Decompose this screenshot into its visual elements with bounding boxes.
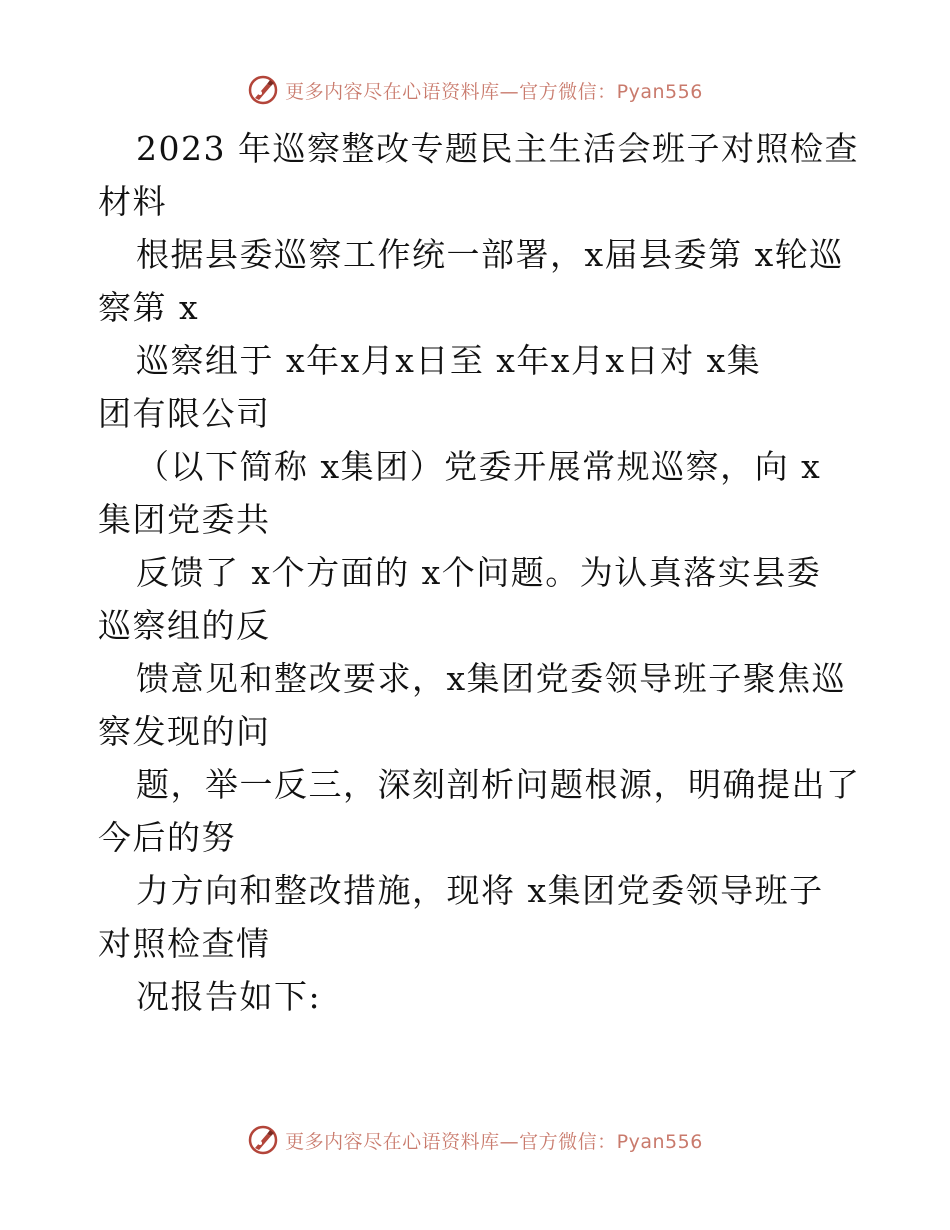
watermark-footer bbox=[0, 1120, 950, 1160]
text-line: 对照检查情 bbox=[98, 924, 271, 963]
text-line: 今后的努 bbox=[98, 818, 236, 857]
watermark-text: 更多内容尽在心语资料库—官方微信：Pyan556 bbox=[285, 1130, 703, 1153]
text-line: 材料 bbox=[98, 182, 167, 221]
text-line: 巡察组于 x年x月x日至 x年x月x日对 x集 bbox=[136, 341, 762, 380]
text-line: 力方向和整改措施，现将 x集团党委领导班子 bbox=[136, 871, 824, 910]
text-line: 况报告如下: bbox=[136, 977, 322, 1016]
text-line: 馈意见和整改要求，x集团党委领导班子聚焦巡 bbox=[136, 659, 847, 698]
pen-logo-icon bbox=[247, 1124, 279, 1156]
text-line: 团有限公司 bbox=[98, 394, 271, 433]
text-line: 察第 x bbox=[98, 288, 200, 327]
watermark-header bbox=[0, 70, 950, 110]
watermark-text: 更多内容尽在心语资料库—官方微信：Pyan556 bbox=[285, 80, 703, 103]
text-line: 2023 年巡察整改专题民主生活会班子对照检查 bbox=[136, 129, 859, 168]
text-line: 根据县委巡察工作统一部署，x届县委第 x轮巡 bbox=[136, 235, 844, 274]
document-body bbox=[98, 122, 861, 1023]
text-line: （以下简称 x集团）党委开展常规巡察，向 x bbox=[136, 447, 822, 486]
text-line: 巡察组的反 bbox=[98, 606, 271, 645]
text-line: 察发现的问 bbox=[98, 712, 271, 751]
text-line: 集团党委共 bbox=[98, 500, 271, 539]
pen-logo-icon bbox=[247, 74, 279, 106]
text-line: 反馈了 x个方面的 x个问题。为认真落实县委 bbox=[136, 553, 822, 592]
text-line: 题，举一反三，深刻剖析问题根源，明确提出了 bbox=[136, 765, 861, 804]
